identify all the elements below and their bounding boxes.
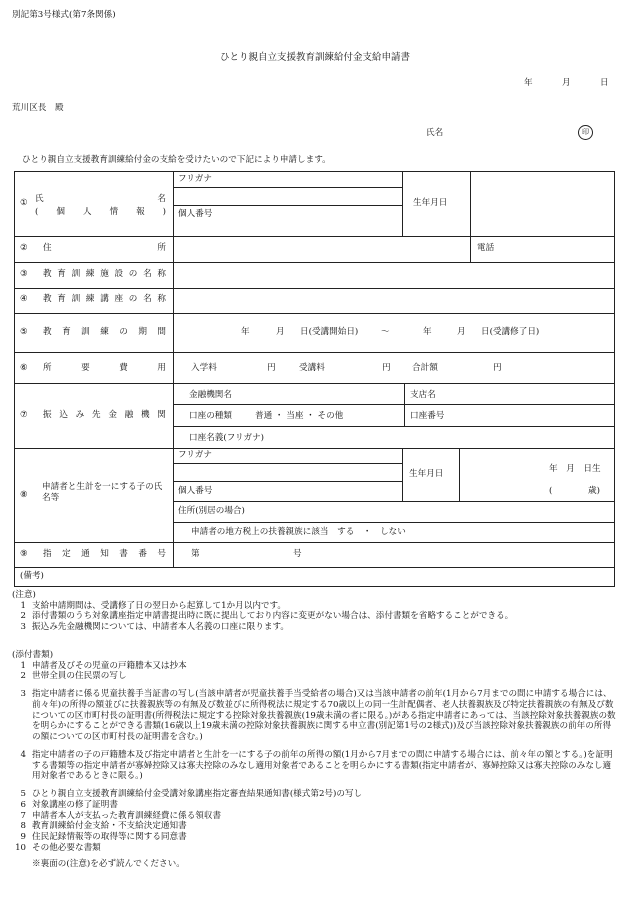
date-day: 日 [600,78,609,88]
row7-account-type-label: 口座の種類 [189,411,232,421]
row5-month-start: 月 [276,327,285,337]
row2-number: ② [20,243,28,253]
row8-address-label: 住所(別居の場合) [178,506,245,516]
row5-day-start: 日(受講開始日) [300,327,359,337]
row8-my-number-label: 個人番号 [178,486,213,496]
row1-furigana-label: フリガナ [178,174,212,184]
row1-my-number-label: 個人番号 [178,209,213,219]
row8-number: ⑧ [20,490,28,500]
applicant-name-label: 氏名 [426,128,444,138]
row2-phone-label: 電話 [477,243,495,253]
row5-year-start: 年 [241,327,250,337]
row7-branch-label: 支店名 [410,390,436,400]
row5-day-end: 日(受講修了日) [481,327,540,337]
page-title: ひとり親自立支援教育訓練給付金支給申請書 [219,52,410,63]
row8-age-open: ( [549,486,553,496]
row7-account-type-options: 普通 ・ 当座 ・ その他 [255,411,344,421]
addressee: 荒川区長 殿 [12,103,64,113]
row5-month-end: 月 [457,327,466,337]
date-month: 月 [562,78,571,88]
row6-admission-label: 入学料 [191,363,217,373]
attachment-item: 7 申請者本人が支払った教育訓練経費に係る領収書 [20,810,222,821]
footer-notice: ※裏面の(注意)を必ず読んでください。 [32,859,185,870]
attachments-heading: (添付書類) [12,650,54,660]
row9-label: 指 定 通 知 書 番 号 [43,549,166,559]
row9-number: ⑨ [20,549,28,559]
attachment-item: 2 世帯全員の住民票の写し [20,671,127,682]
notes-section [12,590,616,633]
row6-total-label: 合計額 [412,363,438,373]
row6-label: 所 要 費 用 [43,363,166,373]
date-line [524,78,609,89]
row5-number: ⑤ [20,327,28,337]
row1-birth-label: 生年月日 [413,198,448,208]
attachment-item: 9 住民記録情報等の取得等に関する同意書 [20,832,187,843]
row9-go: 号 [293,549,302,559]
row8-age-close: 歳) [588,486,600,496]
row8-birth-label: 生年月日 [409,469,444,479]
row7-account-number-label: 口座番号 [410,411,445,421]
row7-label: 振 込 み 先 金 融 機 関 [43,410,166,420]
attachment-item: 4 指定申請者の子の戸籍謄本及び指定申請者と生計を一にする子の前年の所得の額(1月から7月までの間に申請する場合には、前々年の額とする。)を証明する書類等の指定申請者が寡婦控除又は寡夫控除のみなし適用対象者であることを明らかにする書類(指定申請者が、寡婦控除又は寡夫控除のみなし適用対象者であるときに限る。) [20,749,613,782]
row1-label-personal: ( 個 人 情 報 ) [35,207,166,217]
row7-account-name-label: 口座名義(フリガナ) [189,433,265,443]
row1-label-name: 氏 名 [35,194,166,204]
row7-number: ⑦ [20,410,28,420]
row7-bank-label: 金融機関名 [189,390,232,400]
attachment-item: 8 教育訓練給付金支給・不支給決定通知書 [20,821,187,832]
seal-mark: 印 [578,125,593,140]
row8-birth-value: 年 月 日生 [549,464,601,474]
row6-yen-1: 円 [267,363,276,373]
attachment-item: 3 指定申請者に係る児童扶養手当証書の写し(当該申請者が児童扶養手当受給者の場合)又は当該申請者の前年(1月から7月までの間に申請する場合には、前々年)の所得の額並びに扶養親族等の有無及び数並びに所得税法に規定する70歳以上の同一生計配偶者、老人扶養親族及び特定扶養親族の有無及び数についての区市町村長の証明書(所得税法に規定する控除対象扶養親族(19歳未満の者に限る。)がある指定申請者にあっては、当該控除対象扶養親族の数を明らかにすることができる書類(16歳以上19歳未満の控除対象扶養親族に関する申立書(別記第1号の2様式))及び当該控除対象扶養親族の前年の所得の額についての区市町村長の証明書を含む。) [20,689,616,743]
date-year: 年 [524,78,533,88]
note-item: 3 振込み先金融機関については、申請者本人名義の口座に限ります。 [20,622,289,633]
remarks-label: (備考) [20,571,44,581]
row1-number: ① [20,198,28,208]
attachment-item: 10 その他必要な書類 [15,842,101,853]
row8-label: 申請者と生計を一にする子の氏名等 [42,482,163,503]
notes-heading: (注意) [12,590,36,600]
attachment-item: 6 対象講座の修了証明書 [20,799,118,810]
row5-year-end: 年 [423,327,432,337]
note-item: 1 支給申請期間は、受講修了日の翌日から起算して1か月以内です。 [20,600,286,611]
intro-text: ひとり親自立支援教育訓練給付金の支給を受けたいので下記により申請します。 [22,155,331,165]
row2-label: 住 所 [43,243,166,253]
row3-number: ③ [20,269,28,279]
attachments-section [12,650,616,870]
row5-separator: ～ [381,327,390,337]
application-form-table [14,171,615,587]
row3-label: 教 育 訓 練 施 設 の 名 称 [43,269,166,279]
row6-number: ⑥ [20,363,28,373]
row9-dai: 第 [191,549,200,559]
row4-label: 教 育 訓 練 講 座 の 名 称 [43,294,166,304]
form-reference: 別記第3号様式(第7条関係) [12,10,116,20]
attachment-item: 1 申請者及びその児童の戸籍謄本又は抄本 [20,660,187,671]
row6-yen-3: 円 [493,363,502,373]
row6-yen-2: 円 [382,363,391,373]
row5-label: 教 育 訓 練 の 期 間 [43,327,166,337]
row6-tuition-label: 受講料 [299,363,325,373]
note-item: 2 添付書類のうち対象講座指定申請書提出時に既に提出しており内容に変更がない場合は、添付書類を省略することができる。 [20,611,514,622]
row4-number: ④ [20,294,28,304]
attachment-item: 5 ひとり親自立支援教育訓練給付金受講対象講座指定審査結果通知書(様式第2号)の写し [20,789,363,800]
row8-dependent-status: 申請者の地方税上の扶養親族に該当 する ・ しない [191,527,406,537]
row8-furigana-label: フリガナ [178,450,212,460]
